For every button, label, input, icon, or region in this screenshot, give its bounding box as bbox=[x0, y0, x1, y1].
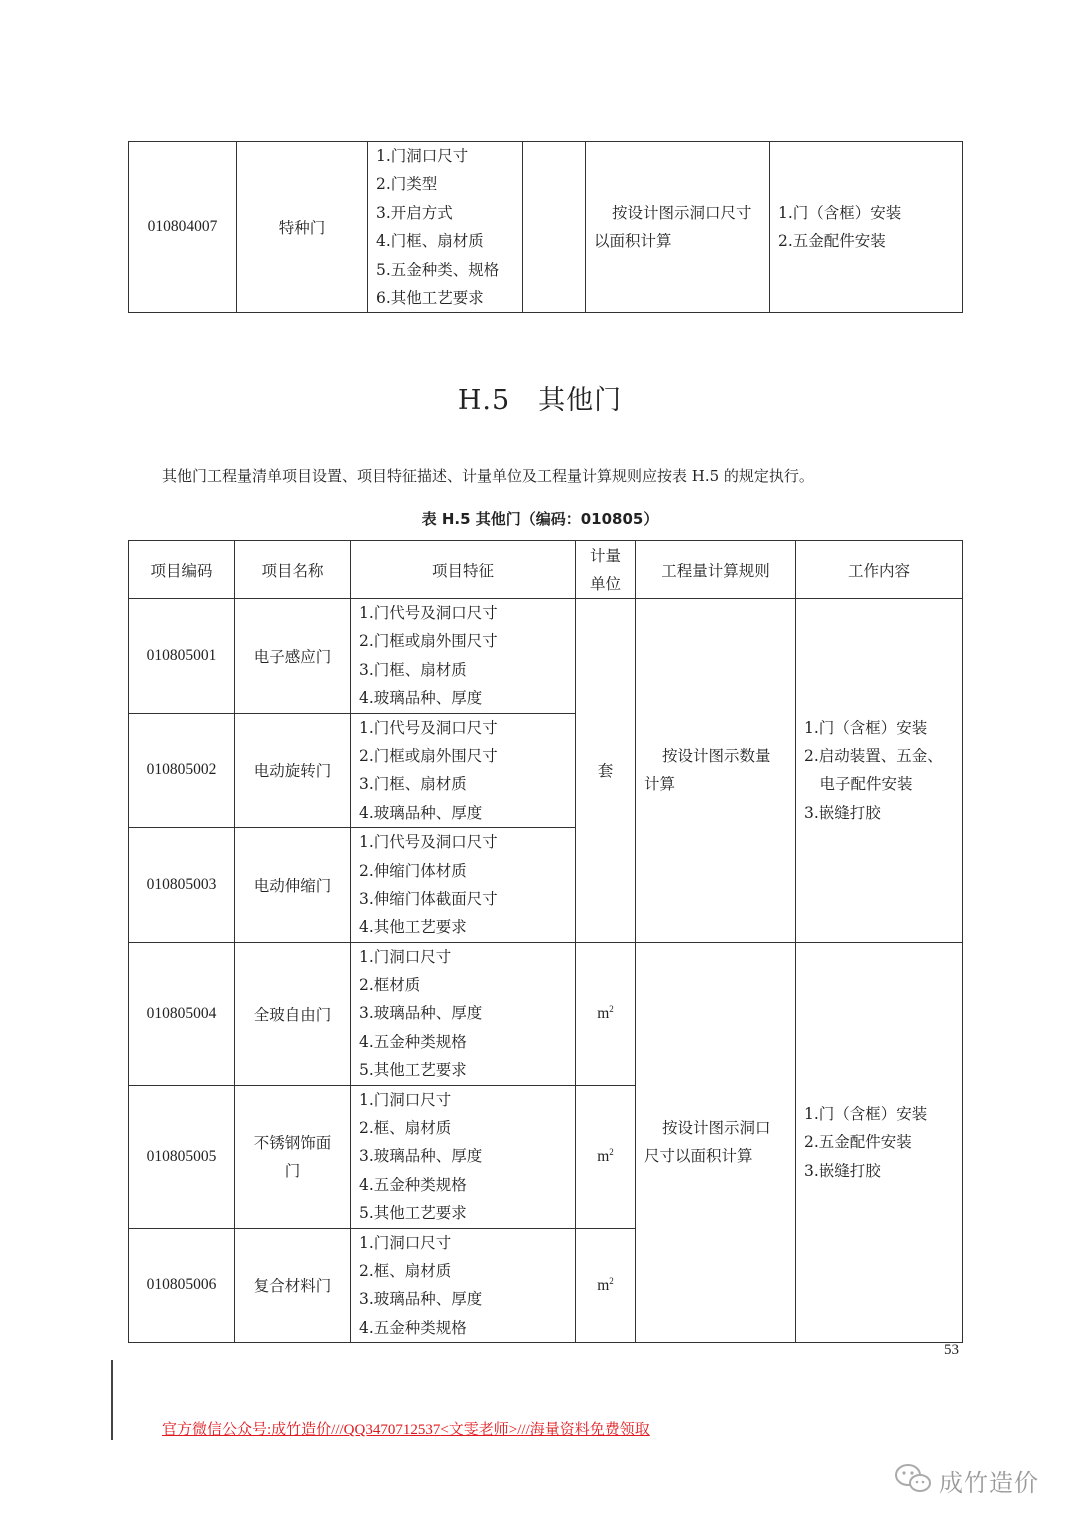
work-line: 1.门（含框）安装 bbox=[804, 1104, 928, 1123]
item-name: 电动伸缩门 bbox=[235, 828, 351, 943]
feature-line: 3.门框、扇材质 bbox=[359, 775, 467, 794]
feature-line: 2.门框或扇外围尺寸 bbox=[359, 746, 498, 765]
feature-line: 3.玻璃品种、厚度 bbox=[359, 1290, 483, 1309]
item-code: 010804007 bbox=[129, 142, 237, 313]
margin-divider bbox=[111, 1360, 113, 1440]
unit-base: m bbox=[597, 1277, 610, 1294]
feature-line: 3.玻璃品种、厚度 bbox=[359, 1147, 483, 1166]
header-work: 工作内容 bbox=[796, 541, 963, 599]
table-header-row bbox=[129, 541, 963, 599]
promo-qq: QQ3470712537 bbox=[343, 1422, 441, 1438]
work-line: 2.五金配件安装 bbox=[778, 232, 886, 251]
item-name-line: 门 bbox=[284, 1161, 301, 1180]
rule-line: 按设计图示洞口尺寸 bbox=[612, 204, 752, 223]
item-code: 010805004 bbox=[129, 942, 235, 1085]
table-row bbox=[129, 142, 963, 313]
feature-line: 2.伸缩门体材质 bbox=[359, 861, 467, 880]
watermark-text: 成竹造价 bbox=[939, 1468, 1039, 1497]
other-doors-table bbox=[128, 540, 963, 1343]
group1-unit: 套 bbox=[576, 599, 636, 943]
item-code: 010805005 bbox=[129, 1085, 235, 1228]
item-features bbox=[368, 142, 523, 313]
feature-line: 4.五金种类规格 bbox=[359, 1032, 467, 1051]
work-line: 3.嵌缝打胶 bbox=[804, 803, 881, 822]
feature-line: 2.门框或扇外围尺寸 bbox=[359, 632, 498, 651]
item-unit bbox=[576, 1228, 636, 1343]
feature-line: 1.门洞口尺寸 bbox=[359, 1233, 452, 1252]
unit-sup: 2 bbox=[609, 1004, 614, 1015]
item-name: 全玻自由门 bbox=[235, 942, 351, 1085]
item-features bbox=[351, 828, 576, 943]
item-name: 电子感应门 bbox=[235, 599, 351, 714]
wechat-icon bbox=[893, 1462, 933, 1498]
group1-rule bbox=[636, 599, 796, 943]
rule-line: 按设计图示洞口 bbox=[662, 1119, 771, 1138]
item-unit bbox=[523, 142, 586, 313]
header-rule: 工程量计算规则 bbox=[636, 541, 796, 599]
section-title: H.5 其他门 bbox=[457, 385, 623, 416]
feature-line: 4.门框、扇材质 bbox=[376, 232, 484, 251]
feature-line: 1.门洞口尺寸 bbox=[376, 147, 469, 165]
feature-line: 3.门框、扇材质 bbox=[359, 660, 467, 679]
item-name-line: 不锈钢饰面 bbox=[253, 1133, 332, 1152]
item-features bbox=[351, 1085, 576, 1228]
feature-line: 3.伸缩门体截面尺寸 bbox=[359, 889, 498, 908]
header-unit-line: 计量 bbox=[589, 546, 621, 565]
unit-sup: 2 bbox=[609, 1275, 614, 1286]
feature-line: 6.其他工艺要求 bbox=[376, 288, 484, 307]
feature-line: 4.五金种类规格 bbox=[359, 1318, 467, 1337]
rule-line: 尺寸以面积计算 bbox=[644, 1147, 753, 1166]
item-features bbox=[351, 942, 576, 1085]
header-name: 项目名称 bbox=[235, 541, 351, 599]
work-line: 电子配件安装 bbox=[804, 775, 913, 794]
feature-line: 5.其他工艺要求 bbox=[359, 1061, 467, 1080]
item-code: 010805001 bbox=[129, 599, 235, 714]
work-line: 3.嵌缝打胶 bbox=[804, 1161, 881, 1180]
watermark bbox=[893, 1462, 1039, 1498]
calc-rule bbox=[586, 142, 770, 313]
group1-work bbox=[796, 599, 963, 943]
unit-sup: 2 bbox=[609, 1147, 614, 1158]
item-name bbox=[235, 1085, 351, 1228]
header-code: 项目编码 bbox=[129, 541, 235, 599]
feature-line: 1.门代号及洞口尺寸 bbox=[359, 833, 498, 852]
item-name: 电动旋转门 bbox=[235, 713, 351, 828]
item-code: 010805003 bbox=[129, 828, 235, 943]
feature-line: 1.门代号及洞口尺寸 bbox=[359, 604, 498, 622]
intro-paragraph: 其他门工程量清单项目设置、项目特征描述、计量单位及工程量计算规则应按表 H.5 的规定执行。 bbox=[162, 467, 814, 485]
rule-line: 以面积计算 bbox=[594, 232, 672, 251]
rule-line: 计算 bbox=[644, 775, 676, 794]
item-name: 特种门 bbox=[237, 142, 368, 313]
table-row bbox=[129, 942, 963, 1085]
page-number: 53 bbox=[944, 1342, 959, 1358]
feature-line: 4.其他工艺要求 bbox=[359, 918, 467, 937]
work-line: 2.启动装置、五金、 bbox=[804, 746, 943, 765]
work-line: 1.门（含框）安装 bbox=[804, 718, 928, 737]
item-code: 010805006 bbox=[129, 1228, 235, 1343]
item-unit bbox=[576, 942, 636, 1085]
feature-line: 2.门类型 bbox=[376, 175, 438, 194]
unit-base: m bbox=[597, 1148, 610, 1166]
feature-line: 4.五金种类规格 bbox=[359, 1175, 467, 1194]
work-content bbox=[770, 142, 963, 313]
feature-line: 2.框、扇材质 bbox=[359, 1119, 452, 1138]
feature-line: 5.五金种类、规格 bbox=[376, 260, 500, 279]
item-unit bbox=[576, 1085, 636, 1228]
item-name: 复合材料门 bbox=[235, 1228, 351, 1343]
feature-line: 1.门代号及洞口尺寸 bbox=[359, 718, 498, 737]
header-unit-line: 单位 bbox=[589, 574, 621, 593]
feature-line: 2.框材质 bbox=[359, 976, 421, 995]
feature-line: 4.玻璃品种、厚度 bbox=[359, 689, 483, 708]
work-line: 1.门（含框）安装 bbox=[778, 203, 902, 222]
feature-line: 4.玻璃品种、厚度 bbox=[359, 803, 483, 822]
feature-line: 1.门洞口尺寸 bbox=[359, 1090, 452, 1109]
feature-line: 3.玻璃品种、厚度 bbox=[359, 1004, 483, 1023]
header-unit bbox=[576, 541, 636, 599]
promo-suffix: <文雯老师>///海量资料免费领取 bbox=[440, 1422, 650, 1438]
promo-footer[interactable] bbox=[162, 1418, 650, 1439]
item-code: 010805002 bbox=[129, 713, 235, 828]
feature-line: 5.其他工艺要求 bbox=[359, 1204, 467, 1223]
feature-line: 3.开启方式 bbox=[376, 203, 453, 222]
header-features: 项目特征 bbox=[351, 541, 576, 599]
work-line: 2.五金配件安装 bbox=[804, 1133, 912, 1152]
rule-line: 按设计图示数量 bbox=[662, 747, 771, 766]
group2-work bbox=[796, 942, 963, 1343]
promo-prefix: 官方微信公众号:成竹造价/// bbox=[162, 1422, 344, 1438]
item-features bbox=[351, 1228, 576, 1343]
group2-rule bbox=[636, 942, 796, 1343]
table-caption: 表 H.5 其他门（编码：010805） bbox=[421, 510, 659, 528]
continued-table bbox=[128, 141, 963, 313]
feature-line: 2.框、扇材质 bbox=[359, 1262, 452, 1281]
item-features bbox=[351, 599, 576, 714]
table-row bbox=[129, 599, 963, 714]
item-features bbox=[351, 713, 576, 828]
feature-line: 1.门洞口尺寸 bbox=[359, 947, 452, 966]
unit-base: m bbox=[597, 1005, 610, 1023]
